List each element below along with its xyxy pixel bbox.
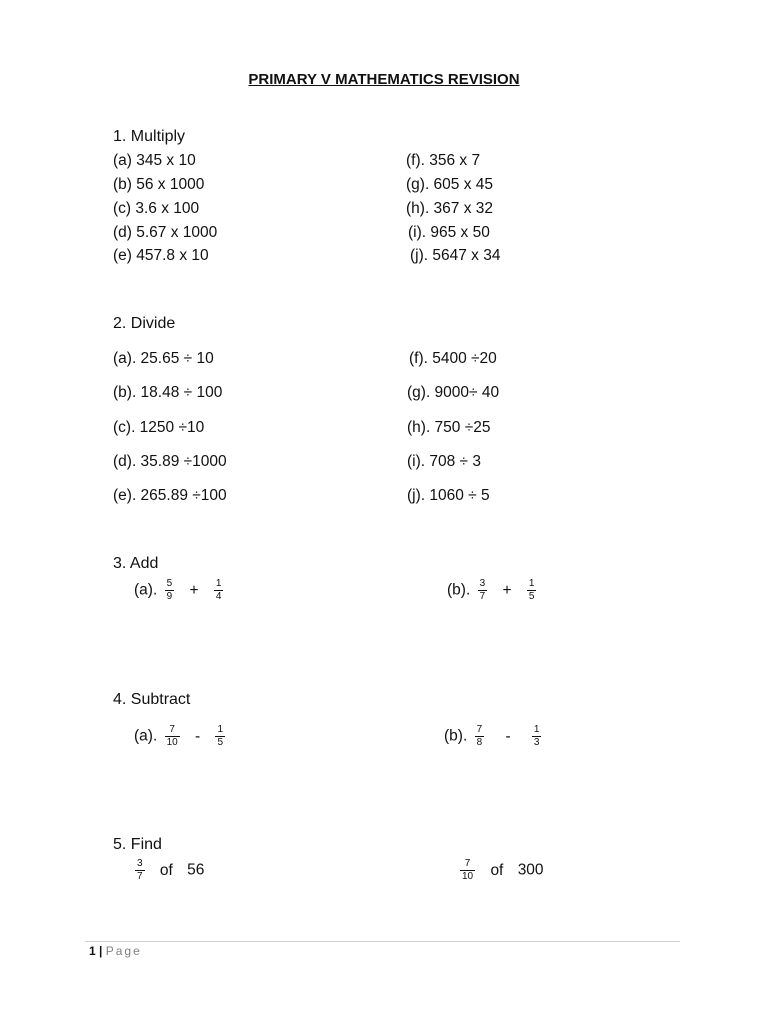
q4-a-operator: -	[195, 727, 201, 745]
q1-item-c: (c) 3.6 x 100	[113, 200, 200, 217]
q5-b-of: of	[490, 861, 504, 879]
q3-b-label: (b).	[447, 581, 471, 599]
q4-heading: 4. Subtract	[113, 691, 191, 708]
q3-a-fraction-1: $\frac{5}{9}$	[166, 578, 173, 602]
q1-item-b: (b) 56 x 1000	[113, 176, 205, 193]
q4-a-fraction-1: $\frac{7}{10}$	[166, 724, 178, 748]
q1-item-e: (e) 457.8 x 10	[113, 247, 209, 264]
q5-b-fraction: $\frac{7}{10}$	[462, 858, 474, 882]
q5-a-of: of	[159, 861, 173, 879]
q5-b-value: 300	[517, 861, 544, 879]
q3-b-fraction-2: $\frac{1}{5}$	[528, 578, 535, 602]
q2-item-i: (i). 708 ÷ 3	[407, 453, 481, 470]
q1-item-g: (g). 605 x 45	[406, 176, 494, 193]
q2-item-a: (a). 25.65 ÷ 10	[113, 350, 214, 367]
q3-item-a	[134, 578, 226, 603]
q5-a-value: 56	[187, 861, 205, 879]
q4-a-fraction-2: $\frac{1}{5}$	[217, 724, 224, 748]
q3-b-fraction-1: $\frac{3}{7}$	[479, 578, 486, 602]
q2-item-b: (b). 18.48 ÷ 100	[113, 384, 223, 401]
q2-item-h: (h). 750 ÷25	[407, 419, 491, 436]
q1-item-a: (a) 345 x 10	[113, 152, 196, 169]
q4-b-fraction-2: $\frac{1}{3}$	[533, 724, 540, 748]
q2-item-e: (e). 265.89 ÷100	[113, 487, 227, 504]
q2-item-f: (f). 5400 ÷20	[409, 350, 497, 367]
footer-separator: |	[99, 944, 103, 958]
q2-item-g: (g). 9000÷ 40	[407, 384, 500, 401]
q5-a-fraction: $\frac{3}{7}$	[137, 858, 143, 882]
q3-a-fraction-2: $\frac{1}{4}$	[215, 578, 222, 602]
q2-heading: 2. Divide	[113, 315, 176, 332]
page-label: Page	[105, 944, 142, 958]
q1-heading: 1. Multiply	[113, 128, 186, 145]
q3-a-label: (a).	[134, 581, 158, 599]
q5-item-b	[457, 858, 544, 883]
page-footer	[89, 944, 142, 958]
q3-b-operator: +	[502, 581, 512, 599]
q5-heading: 5. Find	[113, 836, 162, 853]
page-title: PRIMARY V MATHEMATICS REVISION	[248, 71, 520, 88]
q4-b-label: (b).	[444, 727, 468, 745]
q4-a-label: (a).	[134, 727, 158, 745]
q1-item-f: (f). 356 x 7	[406, 152, 481, 169]
q3-a-operator: +	[189, 581, 199, 599]
q4-item-b	[444, 724, 544, 749]
footer-divider	[85, 941, 680, 942]
q2-item-j: (j). 1060 ÷ 5	[407, 487, 490, 504]
q4-item-a	[134, 724, 228, 749]
q2-item-d: (d). 35.89 ÷1000	[113, 453, 227, 470]
q5-item-a	[132, 858, 204, 883]
q4-b-fraction-1: $\frac{7}{8}$	[476, 724, 483, 748]
q2-item-c: (c). 1250 ÷10	[113, 419, 205, 436]
q3-heading: 3. Add	[113, 555, 159, 572]
q1-item-j: (j). 5647 x 34	[410, 247, 501, 264]
q1-item-h: (h). 367 x 32	[406, 200, 494, 217]
q4-b-operator: -	[505, 727, 511, 745]
q1-item-d: (d) 5.67 x 1000	[113, 224, 218, 241]
q1-item-i: (i). 965 x 50	[408, 224, 490, 241]
page-number: 1	[89, 944, 96, 958]
q3-item-b	[447, 578, 539, 603]
